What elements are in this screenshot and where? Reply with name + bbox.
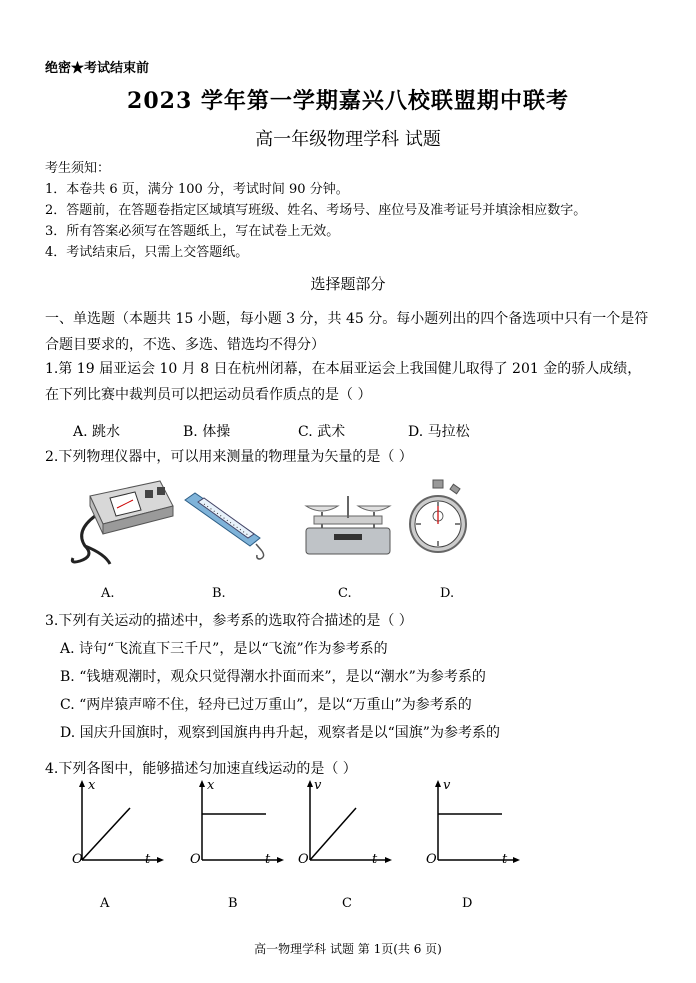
graph-c-v-t-linear (298, 778, 398, 868)
graph-c-y-label: v (314, 778, 322, 793)
confidential-label: 绝密★考试结束前 (45, 61, 150, 76)
graph-d-v-t-constant (426, 778, 526, 868)
graph-d-y-label: v (443, 778, 451, 793)
q1-option-a: A. 跳水 (73, 424, 121, 440)
graph-b-x-t-constant (190, 778, 290, 868)
section-title: 选择题部分 (310, 275, 386, 293)
q3-option-a: A. 诗句“飞流直下三千尺”，是以“飞流”作为参考系的 (60, 641, 388, 657)
question-3-stem: 3.下列有关运动的描述中，参考系的选取符合描述的是（ ） (45, 613, 413, 629)
graph-a-y-label: x (88, 778, 96, 793)
graph-d-label: D (462, 896, 473, 911)
q3-option-b: B. “钱塘观潮时，观众只觉得潮水扑面而来”，是以“潮水”为参考系的 (60, 669, 486, 685)
q2-label-b: B. (212, 586, 226, 601)
graph-a-label: A (100, 896, 110, 911)
q1-option-b: B. 体操 (183, 424, 231, 440)
graph-a-origin: O (72, 852, 83, 867)
stopwatch-image (408, 478, 468, 560)
graph-c-origin: O (298, 852, 309, 867)
graph-d-x-label: t (502, 852, 508, 867)
question-2-stem: 2.下列物理仪器中，可以用来测量的物理量为矢量的是（ ） (45, 449, 413, 465)
q2-label-d: D. (440, 586, 455, 601)
q3-option-c: C. “两岸猿声啼不住，轻舟已过万重山”，是以“万重山”为参考系的 (60, 697, 472, 713)
graph-c-label: C (342, 896, 352, 911)
question-4-stem: 4.下列各图中，能够描述匀加速直线运动的是（ ） (45, 761, 357, 777)
q3-option-d: D. 国庆升国旗时，观察到国旗冉冉升起，观察者是以“国旗”为参考系的 (60, 725, 500, 741)
exam-title: 2023 学年第一学期嘉兴八校联盟期中联考 (127, 88, 569, 114)
graph-d-origin: O (426, 852, 437, 867)
notes-heading: 考生须知： (45, 161, 111, 176)
exam-subtitle: 高一年级物理学科 试题 (255, 129, 441, 150)
q1-option-c: C. 武术 (298, 424, 346, 440)
graph-c-x-label: t (372, 852, 378, 867)
question-1-stem: 1.第 19 届亚运会 10 月 8 日在杭州闭幕，在本届亚运会上我国健儿取得了 201 金的骄人成绩，在下列比赛中裁判员可以把运动员看作质点的是（ ） (45, 361, 642, 403)
notes-item: 4．考试结束后，只需上交答题纸。 (45, 245, 249, 260)
candidate-notes (45, 158, 586, 263)
q2-label-c: C. (338, 586, 352, 601)
graph-b-x-label: t (265, 852, 271, 867)
graph-b-label: B (228, 896, 238, 911)
graph-b-origin: O (190, 852, 201, 867)
notes-item: 2．答题前，在答题卷指定区域填写班级、姓名、考场号、座位号及准考证号并填涂相应数字。 (45, 203, 587, 218)
graph-b-y-label: x (207, 778, 215, 793)
balance-scale-image (300, 488, 396, 558)
spring-scale-image (180, 488, 270, 560)
page-footer: 高一物理学科 试题 第 1页(共 6 页) (254, 942, 442, 956)
q1-option-d: D. 马拉松 (408, 424, 470, 440)
graph-a-x-t-linear (70, 778, 170, 868)
notes-item: 3．所有答案必须写在答题纸上，写在试卷上无效。 (45, 224, 340, 239)
part-intro: 一、单选题（本题共 15 小题，每小题 3 分，共 45 分。每小题列出的四个备选项中只有一个是符合题目要求的，不选、多选、错选均不得分） (45, 311, 649, 353)
graph-a-x-label: t (145, 852, 151, 867)
q2-label-a: A. (101, 586, 115, 601)
meter-instrument-image (65, 476, 175, 566)
notes-item: 1．本卷共 6 页，满分 100 分，考试时间 90 分钟。 (45, 182, 349, 197)
